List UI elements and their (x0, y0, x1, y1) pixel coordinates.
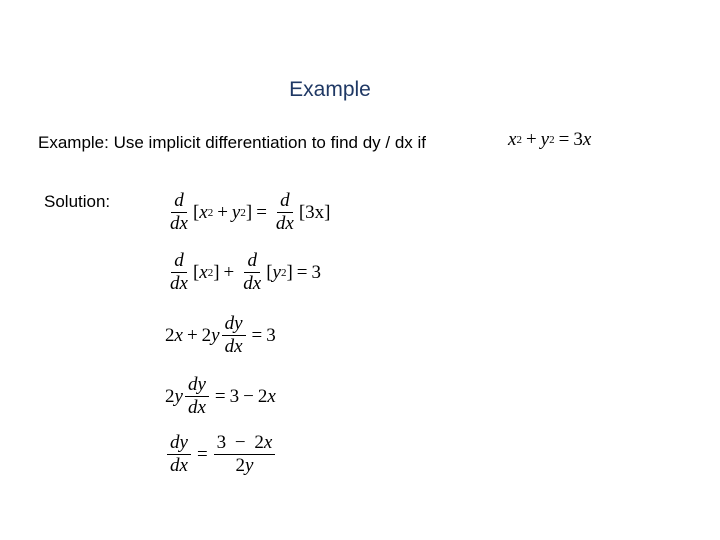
solution-label: Solution: (44, 192, 111, 211)
plus-sign: + (223, 261, 235, 283)
frac-denominator: dx (187, 397, 206, 418)
frac-numerator (214, 432, 276, 455)
right-bracket: ] (324, 201, 331, 223)
var-x: x (582, 129, 592, 150)
derivative-operator (273, 190, 297, 235)
right-bracket: ] (213, 261, 220, 283)
dy-dx-fraction (185, 374, 209, 419)
solution-step-4 (165, 374, 276, 419)
coef-2: 2 (201, 324, 212, 346)
const-3: 3 (311, 261, 321, 283)
minus-sign: − (243, 385, 254, 407)
slide-title: Example (289, 78, 371, 101)
dy-dx-fraction (222, 313, 246, 358)
coef-2: 2 (165, 324, 175, 346)
frac-numerator: dy (222, 313, 246, 336)
frac-numerator: d (171, 190, 187, 213)
var-x: x (267, 385, 276, 407)
left-bracket: [ (298, 201, 306, 223)
coef-2: 2 (235, 455, 246, 476)
right-bracket: ] (245, 201, 253, 223)
var-y: y (272, 261, 281, 283)
frac-denominator: dx (243, 273, 262, 294)
equals-sign: = (196, 443, 208, 465)
frac-denominator: dx (275, 213, 294, 234)
const-3: 3 (266, 324, 276, 346)
problem-statement: Example: Use implicit differentiation to find dy / dx if (38, 133, 427, 152)
coef-2: 2 (254, 432, 264, 453)
frac-numerator: d (244, 250, 260, 273)
derivative-operator (167, 190, 191, 235)
frac-numerator: dy (167, 432, 191, 455)
problem-equation: x 2 + y 2 = 3 x (508, 129, 592, 150)
var-y: y (174, 385, 183, 407)
equals-sign: = (558, 129, 570, 150)
frac-numerator: d (277, 190, 293, 213)
var-x: x (199, 201, 208, 223)
const-3: 3 (216, 432, 227, 453)
solution-step-5 (165, 432, 277, 477)
var-y: y (231, 201, 241, 223)
var-x: x (199, 261, 208, 283)
var-y: y (211, 324, 220, 346)
right-bracket: ] (286, 261, 293, 283)
frac-denominator (233, 455, 257, 477)
plus-sign: + (217, 201, 228, 223)
dy-dx-fraction (167, 432, 191, 477)
solution-step-3 (165, 313, 276, 358)
solution-step-2: $\frac{d}{dx}$ [ x 2 ] + $\frac{d}{dx}$ [ y 2 ] = 3 (165, 250, 321, 295)
result-fraction (214, 432, 276, 477)
left-bracket: [ (192, 201, 200, 223)
frac-denominator: dx (170, 273, 188, 294)
left-bracket: [ (266, 261, 273, 283)
var-x: x (174, 324, 183, 346)
solution-step-1: $\frac{d}{dx}$ [ x 2 + y 2 ] = $\frac{d}{dx}$ [ 3x ] (165, 190, 331, 235)
plus-sign: + (525, 129, 537, 150)
var-y: y (245, 455, 254, 476)
equals-sign: = (251, 324, 263, 346)
equals-sign: = (296, 261, 308, 283)
term-3x: 3x (305, 201, 325, 223)
frac-numerator: dy (185, 374, 209, 397)
coef-2: 2 (257, 385, 268, 407)
equals-sign: = (214, 385, 226, 407)
var-y: y (540, 129, 550, 150)
coef-3: 3 (573, 129, 583, 150)
var-x: x (508, 129, 517, 150)
minus-sign: − (234, 432, 246, 453)
plus-sign: + (186, 324, 198, 346)
derivative-operator (167, 250, 191, 295)
frac-denominator: dx (170, 213, 188, 234)
frac-numerator: d (171, 250, 187, 273)
equals-sign: = (256, 201, 267, 223)
const-3: 3 (229, 385, 240, 407)
var-x: x (263, 432, 273, 453)
coef-2: 2 (165, 385, 175, 407)
derivative-operator (240, 250, 264, 295)
frac-denominator: dx (224, 336, 243, 357)
left-bracket: [ (192, 261, 200, 283)
frac-denominator: dx (170, 455, 188, 476)
